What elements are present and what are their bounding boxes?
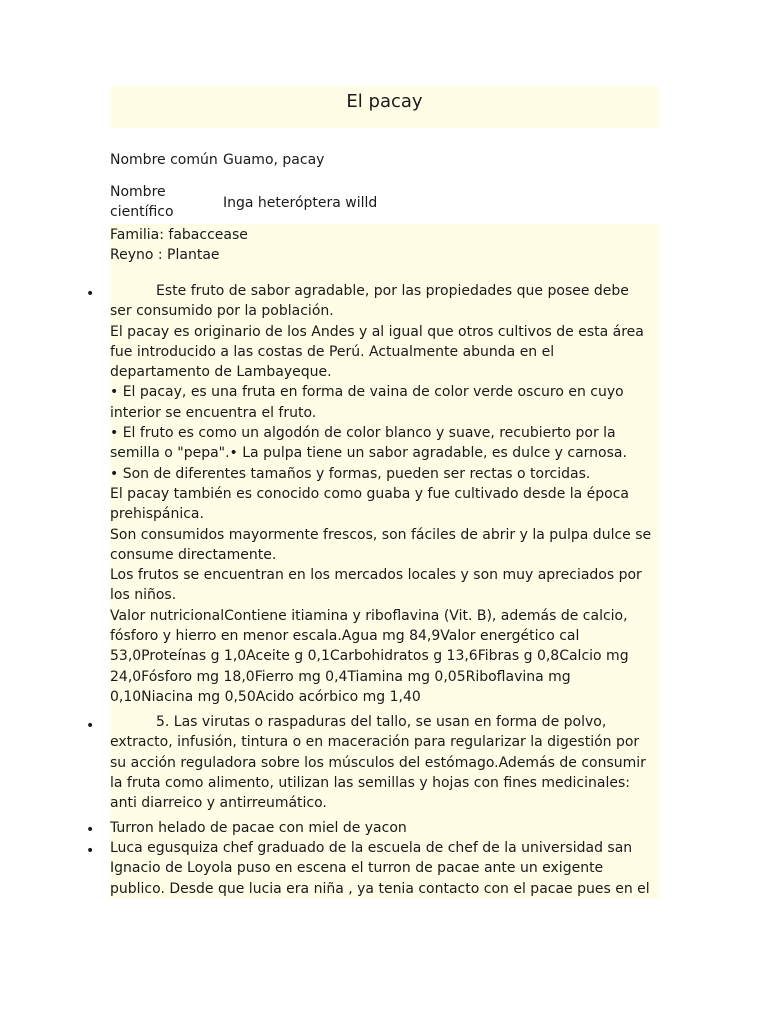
bullet-marker: • bbox=[86, 843, 95, 859]
scientific-name-label: Nombre científico bbox=[110, 184, 174, 220]
common-name-label: Nombre común bbox=[110, 152, 218, 168]
kingdom-line: Reyno : Plantae bbox=[110, 247, 220, 263]
bullet-marker: • bbox=[86, 718, 95, 734]
list-item-turron: Turron helado de pacae con miel de yacon bbox=[110, 820, 407, 836]
list-item-description: Este fruto de sabor agradable, por las propiedades que posee debe ser consumido por la población. El pacay es originario de los Andes y al igual que otros cultivos de esta área fue introducido a las costas de Perú. Actualmente abunda en el departamento de Lambayeque. • El pacay, es una fruta en forma de vaina de color verde oscuro en cuyo interior se encuentra el fruto. • El fruto es como un algodón de color blanco y suave, recubierto por la semilla o "pepa".• La pulpa tiene un sabor agradable, es dulce y carnosa. • Son de diferentes tamaños y formas, pueden ser rectas o torcidas. El pacay también es conocido como guaba y fue cultivado desde la época prehispánica. Son consumidos mayormente frescos, son fáciles de abrir y la pulpa dulce se consume directamente. Los frutos se encuentran en los mercados locales y son muy apreciados por los niños. Valor nutricionalContiene itiamina y riboflavina (Vit. B), además de calcio, fósforo y hierro en menor escala.Agua mg 84,9Valor energético cal 53,0Proteínas g 1,0Aceite g 0,1Carbohidratos g 13,6Fibras g 0,8Calcio mg 24,0Fósforo mg 18,0Fierro mg 0,4Tiamina mg 0,05Riboflavina mg 0,10Niacina mg 0,50Acido acórbico mg 1,40 bbox=[110, 283, 652, 705]
list-item-chef: Luca egusquiza chef graduado de la escuela de chef de la universidad san Ignacio de Loyola puso en escena el turron de pacae ante un exigente publico. Desde que lucia era niña , ya tenia contacto con el pacae pues en el bbox=[110, 840, 650, 897]
bullet-marker: • bbox=[86, 286, 95, 302]
common-name-value: Guamo, pacay bbox=[223, 152, 325, 168]
list-item-medicinal: 5. Las virutas o raspaduras del tallo, se usan en forma de polvo, extracto, infusión, tintura o en maceración para regularizar la digestión por su acción reguladora sobre los músculos del estómago.Además de consumir la fruta como alimento, utilizan las semillas y hojas con fines medicinales: anti diarreico y antirreumático. bbox=[110, 714, 646, 812]
scientific-name-value: Inga heteróptera willd bbox=[223, 195, 378, 211]
family-line: Familia: fabaccease bbox=[110, 227, 248, 243]
page-title: El pacay bbox=[346, 91, 423, 112]
bullet-marker: • bbox=[86, 822, 95, 838]
